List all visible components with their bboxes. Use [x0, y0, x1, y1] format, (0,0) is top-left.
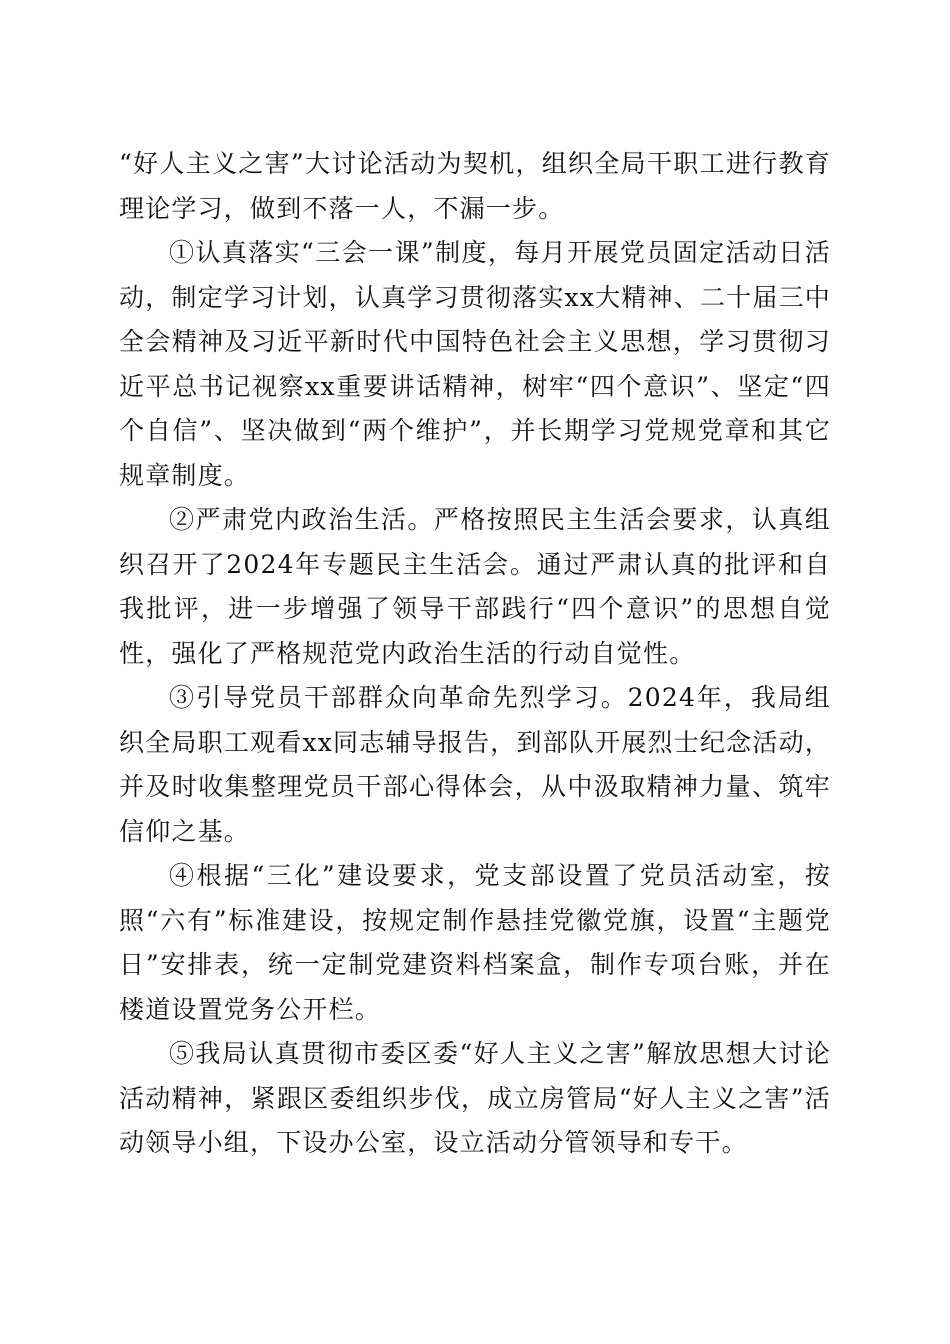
paragraph-item-5: ⑤我局认真贯彻市委区委“好人主义之害”解放思想大讨论活动精神，紧跟区委组织步伐，成立房管局“好人主义之害”活动领导小组，下设办公室，设立活动分管领导和专干。: [119, 1039, 831, 1157]
paragraph-item-2: ②严肃党内政治生活。严格按照民主生活会要求，认真组织召开了2024年专题民主生活会。通过严肃认真的批评和自我批评，进一步增强了领导干部践行“四个意识”的思想自觉性，强化了严格规范党内政治生活的行动自觉性。: [119, 505, 831, 668]
paragraph-item-4: ④根据“三化”建设要求，党支部设置了党员活动室，按照“六有”标准建设，按规定制作悬挂党徽党旗，设置“主题党日”安排表，统一定制党建资料档案盒，制作专项台账，并在楼道设置党务公开栏。: [119, 861, 831, 1024]
paragraph-item-1: ①认真落实“三会一课”制度，每月开展党员固定活动日活动，制定学习计划，认真学习贯彻落实xx大精神、二十届三中全会精神及习近平新时代中国特色社会主义思想，学习贯彻习近平总书记视察xx重要讲话精神，树牢“四个意识”、坚定“四个自信”、坚决做到“两个维护”，并长期学习党规党章和其它规章制度。: [119, 238, 831, 490]
document-body: [119, 142, 831, 1166]
paragraph-intro: “好人主义之害”大讨论活动为契机，组织全局干职工进行教育理论学习，做到不落一人，不漏一步。: [119, 149, 831, 223]
paragraph-item-3: ③引导党员干部群众向革命先烈学习。2024年，我局组织全局职工观看xx同志辅导报告，到部队开展烈士纪念活动，并及时收集整理党员干部心得体会，从中汲取精神力量、筑牢信仰之基。: [119, 683, 831, 846]
